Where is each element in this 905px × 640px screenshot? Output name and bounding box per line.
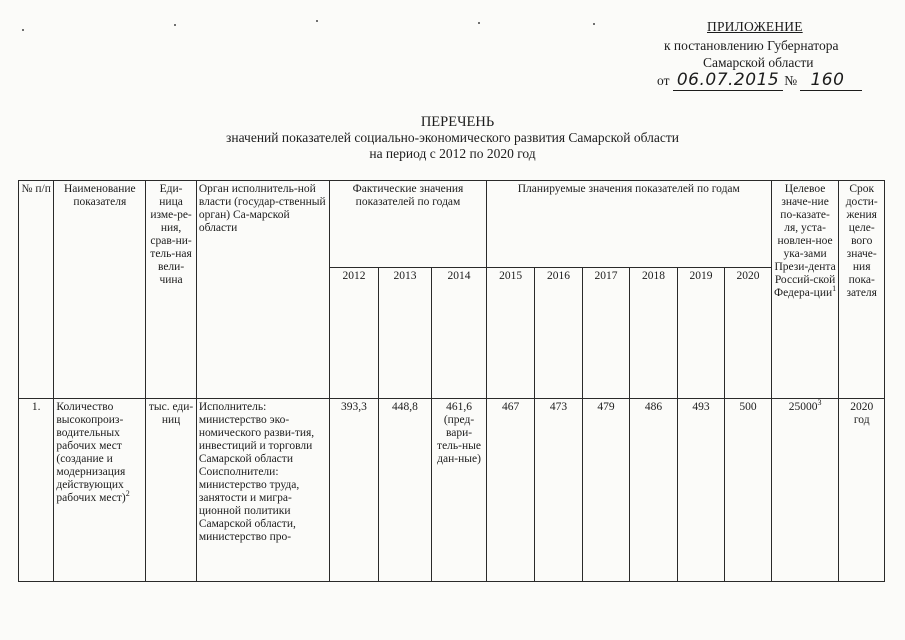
appendix-block (0, 0, 905, 100)
row-name-text: Количество высокопроиз-водительных рабочих мест (создание и модернизация действующих рабочих мест) (56, 401, 126, 504)
row-unit: тыс. еди-ниц (146, 399, 197, 582)
year-planned-2019: 2019 (677, 268, 724, 399)
row-actual-2012: 393,3 (330, 399, 379, 582)
scan-speck (478, 22, 480, 24)
indicators-table (18, 180, 885, 582)
header-unit: Еди-ница изме-ре-ния, срав-ни-тель-ная вели-чина (146, 181, 197, 399)
header-target-text: Целевое значе-ние по-казате-ля, уста-новлен-ное ука-зами Прези-дента Россий-ской Федера-ции (774, 183, 836, 299)
year-planned-2020: 2020 (725, 268, 771, 399)
appendix-decree-line: к постановлению Губернатора (664, 38, 839, 53)
row-planned-2017: 479 (582, 399, 629, 582)
footnote-2: 2 (125, 489, 130, 499)
footnote-3: 3 (817, 398, 822, 408)
header-num: № п/п (19, 181, 54, 399)
row-actual-2014 (432, 399, 487, 582)
handwritten-date: 06.07.2015 (673, 70, 783, 91)
appendix-title: ПРИЛОЖЕНИЕ (707, 19, 803, 34)
row-target-value: 25000 (788, 401, 818, 413)
header-name: Наименование показателя (54, 181, 146, 399)
document-heading (0, 114, 905, 162)
year-actual-2014: 2014 (432, 268, 487, 399)
year-planned-2016: 2016 (535, 268, 582, 399)
scan-speck (316, 20, 318, 22)
row-authority: Исполнитель: министерство эко-номического разви-тия, инвестиций и торговли Самарской области Соисполнители: министерство труда, занятости и мигра-ционной политики Самарской области, министерство про- (196, 399, 329, 582)
table-row (19, 399, 885, 582)
header-target (771, 181, 839, 399)
year-actual-2013: 2013 (378, 268, 432, 399)
heading-period: на период с 2012 по 2020 год (369, 146, 536, 161)
scan-speck (593, 23, 595, 25)
heading-subtitle: значений показателей социально-экономического развития Самарской области (226, 130, 679, 145)
row-planned-2015: 467 (486, 399, 535, 582)
header-authority: Орган исполнитель-ной власти (государ-ственный орган) Са-марской области (196, 181, 329, 399)
year-planned-2018: 2018 (630, 268, 677, 399)
scan-speck (174, 24, 176, 26)
row-deadline: 2020 год (839, 399, 885, 582)
row-planned-2016: 473 (535, 399, 582, 582)
date-prefix: от (657, 73, 670, 88)
row-target (771, 399, 839, 582)
heading-title: ПЕРЕЧЕНЬ (420, 114, 495, 130)
number-sign: № (784, 73, 798, 88)
header-deadline: Срок дости-жения целе-вого значе-ния пока-зателя (839, 181, 885, 399)
appendix-date-line (657, 72, 862, 89)
row-actual-2014-note: (пред-вари-тель-ные дан-ные) (437, 414, 481, 465)
appendix-region-line: Самарской области (703, 55, 814, 70)
row-indicator-name (54, 399, 146, 582)
handwritten-number: 160 (800, 70, 862, 91)
scan-speck (22, 29, 24, 31)
row-num: 1. (19, 399, 54, 582)
row-planned-2018: 486 (630, 399, 677, 582)
row-actual-2013: 448,8 (378, 399, 432, 582)
year-actual-2012: 2012 (330, 268, 379, 399)
row-planned-2019: 493 (677, 399, 724, 582)
row-actual-2014-value: 461,6 (446, 401, 472, 413)
year-planned-2015: 2015 (486, 268, 535, 399)
header-planned: Планируемые значения показателей по годам (486, 181, 771, 268)
footnote-1: 1 (832, 284, 837, 294)
header-actual: Фактические значения показателей по годам (330, 181, 487, 268)
year-planned-2017: 2017 (582, 268, 629, 399)
row-planned-2020: 500 (725, 399, 771, 582)
